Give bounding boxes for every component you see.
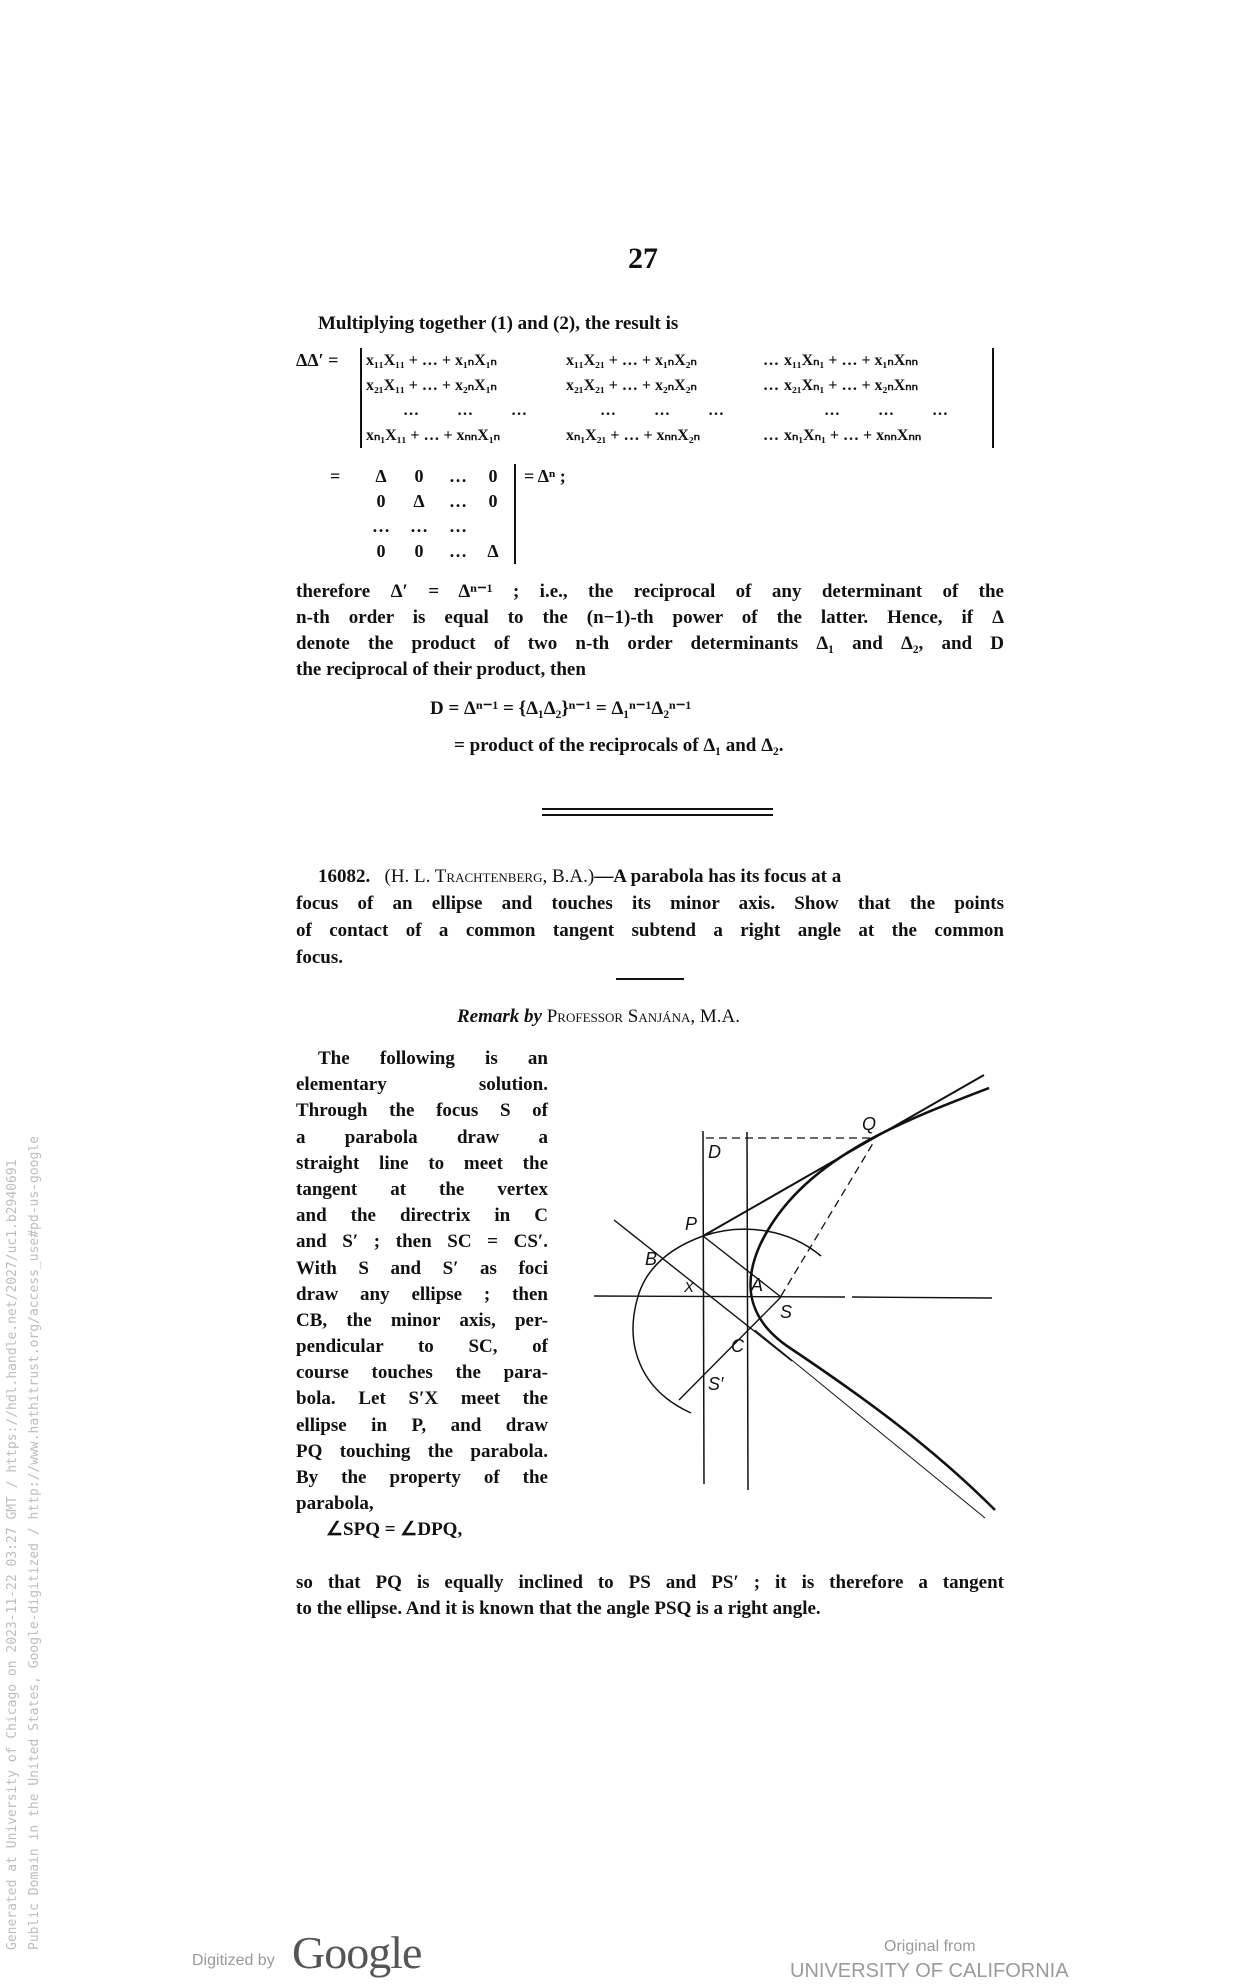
short-rule [616, 978, 684, 980]
det-cell: xₙ₁X₁₁ + … + xₙₙX₁ₙ [366, 427, 501, 444]
label-c: C [731, 1336, 744, 1356]
diag-cell: 0 [376, 491, 386, 511]
remark-heading [457, 1006, 740, 1028]
paragraph-line: n-th order is equal to the (n−1)-th power of the latter. Hence, if Δ [296, 607, 1004, 628]
diag-matrix [362, 464, 516, 564]
column-line: ellipse in P, and draw [296, 1414, 548, 1436]
column-line: tangent at the vertex [296, 1178, 548, 1200]
diag-determinant [330, 464, 566, 564]
label-q: Q [862, 1114, 877, 1134]
equation-d: D = Δⁿ⁻¹ = {Δ₁Δ₂}ⁿ⁻¹ = Δ₁ⁿ⁻¹Δ₂ⁿ⁻¹ [430, 698, 692, 719]
problem-line: focus of an ellipse and touches its minor axis. Show that the points [296, 893, 1004, 914]
problem-line: —A parabola has its focus at a [594, 866, 842, 887]
ps-line [703, 1236, 781, 1297]
column-line: draw any ellipse ; then [296, 1283, 548, 1305]
det-cell: x₂₁Xₙ₁ + … + x₂ₙXₙₙ [784, 377, 919, 394]
det-cell: … … … [600, 402, 726, 419]
det-cell [760, 398, 784, 423]
side-watermark [2, 1136, 46, 1950]
det-cell: x₂₁X₁₁ + … + x₂ₙX₁ₙ [366, 377, 497, 394]
diag-cell: 0 [376, 541, 386, 561]
determinant [296, 348, 994, 448]
problem-line: focus. [296, 947, 343, 968]
diag-cell [478, 514, 508, 539]
digitized-by-label: Digitized by [192, 1952, 275, 1969]
directrix-line [703, 1131, 704, 1484]
watermark-line-2: Public Domain in the United States, Google-digitized / http://www.hathitrust.org/access_use#pd-us-google [27, 1136, 42, 1950]
closing-line: to the ellipse. And it is known that the angle PSQ is a right angle. [296, 1598, 821, 1619]
diag-cell: … [449, 491, 467, 511]
diag-cell: Δ [413, 491, 425, 511]
label-x: X [684, 1279, 695, 1296]
determinant-lhs: ΔΔ′ = [296, 350, 339, 370]
double-rule-top [542, 808, 773, 810]
det-cell: x₂₁X₂₁ + … + x₂ₙX₂ₙ [566, 377, 697, 394]
det-cell: … … … [403, 402, 529, 419]
diag-cell: Δ [487, 541, 499, 561]
column-line: PQ touching the parabola. [296, 1440, 548, 1462]
diag-cell: 0 [414, 541, 424, 561]
label-s: S [780, 1302, 793, 1322]
label-a: A [751, 1275, 764, 1295]
column-line: bola. Let S′X meet the [296, 1388, 548, 1410]
det-cell: xₙ₁Xₙ₁ + … + xₙₙXₙₙ [784, 427, 922, 444]
diag-cell: … [449, 541, 467, 561]
equation-d-continued: = product of the reciprocals of Δ₁ and Δ₂. [454, 735, 784, 756]
column-line: elementary solution. [296, 1074, 548, 1096]
diag-cell: 0 [414, 466, 424, 486]
institution-label: UNIVERSITY OF CALIFORNIA [790, 1960, 1069, 1982]
det-cell: … [763, 377, 781, 394]
diag-cell: Δ [375, 466, 387, 486]
column-line: pendicular to SC, of [296, 1336, 548, 1358]
column-line: CB, the minor axis, per- [296, 1309, 548, 1331]
det-cell: x₁₁X₂₁ + … + x₁ₙX₂ₙ [566, 352, 697, 369]
det-cell: x₁₁X₁₁ + … + x₁ₙX₁ₙ [366, 352, 497, 369]
diag-equals: = [330, 466, 341, 486]
column-line: course touches the para- [296, 1362, 548, 1384]
label-b: B [645, 1249, 658, 1269]
axis-line-right [852, 1297, 992, 1298]
diag-cell: … [449, 516, 467, 536]
watermark-line-1: Generated at University of Chicago on 2023-11-22 03:27 GMT / https://hdl.handle.net/2027/uc1.b2940691 [5, 1159, 20, 1950]
problem-author: (H. L. Trachtenberg, B.A.) [384, 866, 595, 887]
angle-equation: ∠SPQ = ∠DPQ, [326, 1519, 463, 1541]
column-line: By the property of the [296, 1467, 548, 1488]
det-cell: … [763, 427, 781, 444]
intro-line: Multiplying together (1) and (2), the result is [318, 313, 679, 334]
det-cell: x₁₁Xₙ₁ + … + x₁ₙXₙₙ [784, 352, 919, 369]
paragraph-line: the reciprocal of their product, then [296, 659, 586, 680]
column-line: The following is an [318, 1048, 548, 1069]
diag-cell: … [372, 516, 390, 536]
column-line: straight line to meet the [296, 1152, 548, 1174]
vertex-tangent-line [747, 1132, 748, 1490]
column-line: a parabola draw a [296, 1126, 548, 1148]
remark-author: Professor Sanjána, M.A. [546, 1006, 740, 1027]
double-rule-bottom [542, 814, 773, 816]
parabola-ellipse-figure [580, 1060, 1010, 1530]
determinant-matrix [360, 348, 994, 448]
diag-rhs: = Δⁿ ; [524, 466, 566, 486]
closing-line: so that PQ is equally inclined to PS and PS′ ; it is therefore a tangent [296, 1572, 1004, 1593]
page-number: 27 [628, 242, 658, 275]
column-line: and S′ ; then SC = CS′. [296, 1231, 548, 1253]
tangent-pq [703, 1075, 984, 1236]
label-d: D [708, 1142, 721, 1162]
original-from-label: Original from [884, 1938, 976, 1955]
parabola-curve [750, 1088, 995, 1510]
column-line: and the directrix in C [296, 1205, 548, 1227]
column-line: parabola, [296, 1493, 374, 1515]
label-s-prime: S′ [708, 1374, 724, 1394]
diag-cell: … [410, 516, 428, 536]
google-logo: Google [292, 1927, 422, 1978]
column-line: Through the focus S of [296, 1100, 548, 1122]
paragraph-line: denote the product of two n-th order determinants Δ₁ and Δ₂, and D [296, 633, 1004, 654]
solution-column [296, 1046, 548, 1544]
problem-line: of contact of a common tangent subtend a right angle at the common [296, 920, 1004, 941]
paragraph-line: therefore Δ′ = Δⁿ⁻¹ ; i.e., the reciprocal of any determinant of the [296, 581, 1004, 602]
problem-number: 16082. [318, 866, 371, 887]
remark-label: Remark by [457, 1006, 542, 1027]
det-cell: … [763, 352, 781, 369]
column-line: With S and S′ as foci [296, 1257, 548, 1279]
axis-line [594, 1296, 845, 1297]
det-cell: … … … [824, 402, 950, 419]
diag-cell: 0 [488, 466, 498, 486]
det-cell: xₙ₁X₂₁ + … + xₙₙX₂ₙ [566, 427, 701, 444]
diag-cell: … [449, 466, 467, 486]
label-p: P [685, 1214, 698, 1234]
diag-cell: 0 [488, 491, 498, 511]
